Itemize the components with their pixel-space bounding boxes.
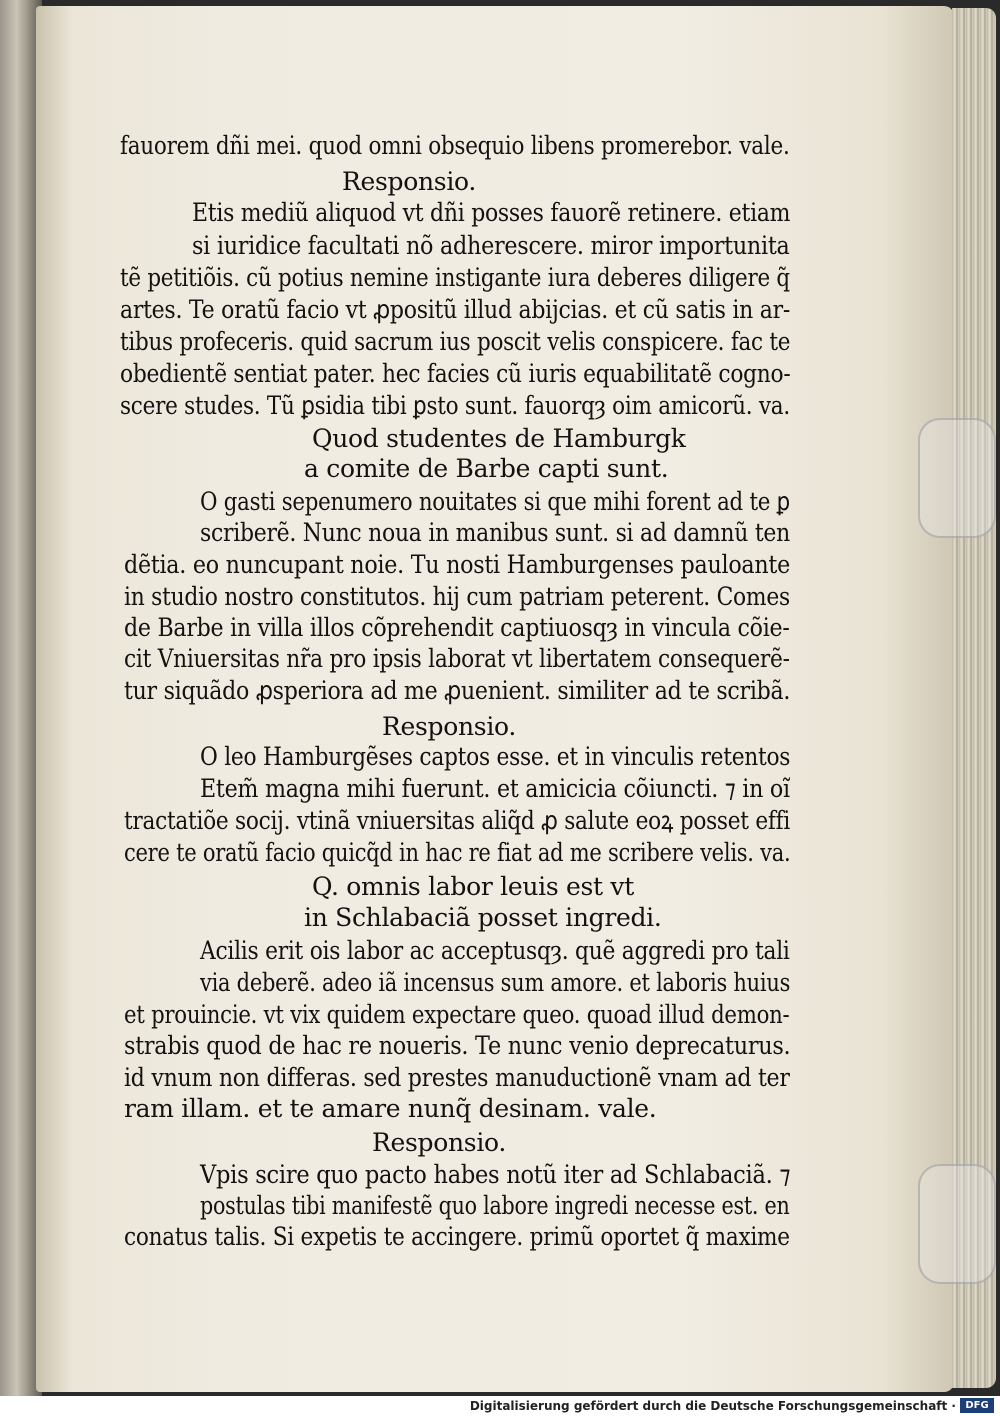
text-line: id vnum non differas. sed prestes manuductionẽ vnam ad ter [124,1063,790,1092]
text-line: Vpis scire quo pacto habes notũ iter ad Schlabaciã. ⁊ [200,1160,791,1189]
section-heading: Responsio. [342,167,476,196]
text-line: tibus profeceris. quid sacrum ius poscit velis conspicere. fac te [120,327,791,356]
text-line: fauorem dñi mei. quod omni obsequio libens promerebor. vale. [120,131,790,160]
text-line: de Barbe in villa illos cõprehendit captiuosqȝ in vincula cõie- [124,613,790,642]
funding-credit: Digitalisierung gefördert durch die Deutsche Forschungsgemeinschaft · [469,1399,956,1413]
text-line: obedientẽ sentiat pater. hec facies cũ iuris equabilitatẽ cogno- [120,359,791,388]
digitization-footer [0,1396,1000,1416]
text-line: strabis quod de hac re noueris. Te nunc venio deprecaturus. [124,1031,791,1060]
text-line: scere studes. Tũ ꝑsidia tibi ꝑsto sunt. fauorqȝ oim amicorũ. va. [120,391,790,420]
section-heading: Responsio. [372,1128,506,1157]
text-line: Acilis erit ois labor ac acceptusqȝ. quẽ aggredi pro tali [200,936,790,965]
text-line: O leo Hamburgẽses captos esse. et in vinculis retentos [200,742,791,771]
text-line: si iuridice facultati nõ adherescere. miror importunita [192,231,790,260]
text-line: Etis mediũ aliquod vt dñi posses fauorẽ retinere. etiam [192,198,791,227]
section-heading: a comite de Barbe capti sunt. [304,454,669,483]
dfg-logo: DFG [960,1398,994,1413]
text-line: et prouincie. vt vix quidem expectare queo. quoad illud demon- [124,1000,790,1029]
text-line: cere te oratũ facio quicq̃d in hac re fiat ad me scribere velis. va. [124,838,791,867]
text-line: via deberẽ. adeo iã incensus sum amore. et laboris huius [200,968,791,997]
section-heading: Quod studentes de Hamburgk [312,424,686,453]
text-line: tur siquãdo ꝓsperiora ad me ꝓuenient. similiter ad te scribã. [124,676,791,705]
text-line: artes. Te oratũ facio vt ꝓpositũ illud abijcias. et cũ satis in ar- [120,295,791,324]
text-line: cit Vniuersitas nr̃a pro ipsis laborat vt libertatem consequerẽ- [124,644,790,673]
section-heading: Q. omnis labor leuis est vt [312,872,634,901]
text-line: tẽ petitiõis. cũ potius nemine instigante iura deberes diligere q̃ [120,263,790,292]
section-heading: Responsio. [382,712,516,741]
text-line: ram illam. et te amare nunq̃ desinam. vale. [124,1094,657,1123]
text-line: postulas tibi manifestẽ quo labore ingredi necesse est. en [200,1191,790,1220]
section-heading: in Schlabaciã posset ingredi. [304,903,662,932]
text-line: scriberẽ. Nunc noua in manibus sunt. si ad damnũ ten [200,518,790,547]
text-line: O gasti sepenumero nouitates si que mihi forent ad te ꝑ [200,487,790,516]
text-line: Etem̃ magna mihi fuerunt. et amicicia cõiuncti. ⁊ in oĩ [200,774,790,803]
text-line: tractatiõe socij. vtinã vniuersitas aliq̃d ꝓ salute eoꝝ posset effi [124,806,791,835]
text-line: dẽtia. eo nuncupant noie. Tu nosti Hamburgenses pauloante [124,550,790,579]
text-line: in studio nostro constitutos. hij cum patriam peterent. Comes [124,582,790,611]
text-line: conatus talis. Si expetis te accingere. primũ oportet q̃ maxime [124,1222,790,1251]
